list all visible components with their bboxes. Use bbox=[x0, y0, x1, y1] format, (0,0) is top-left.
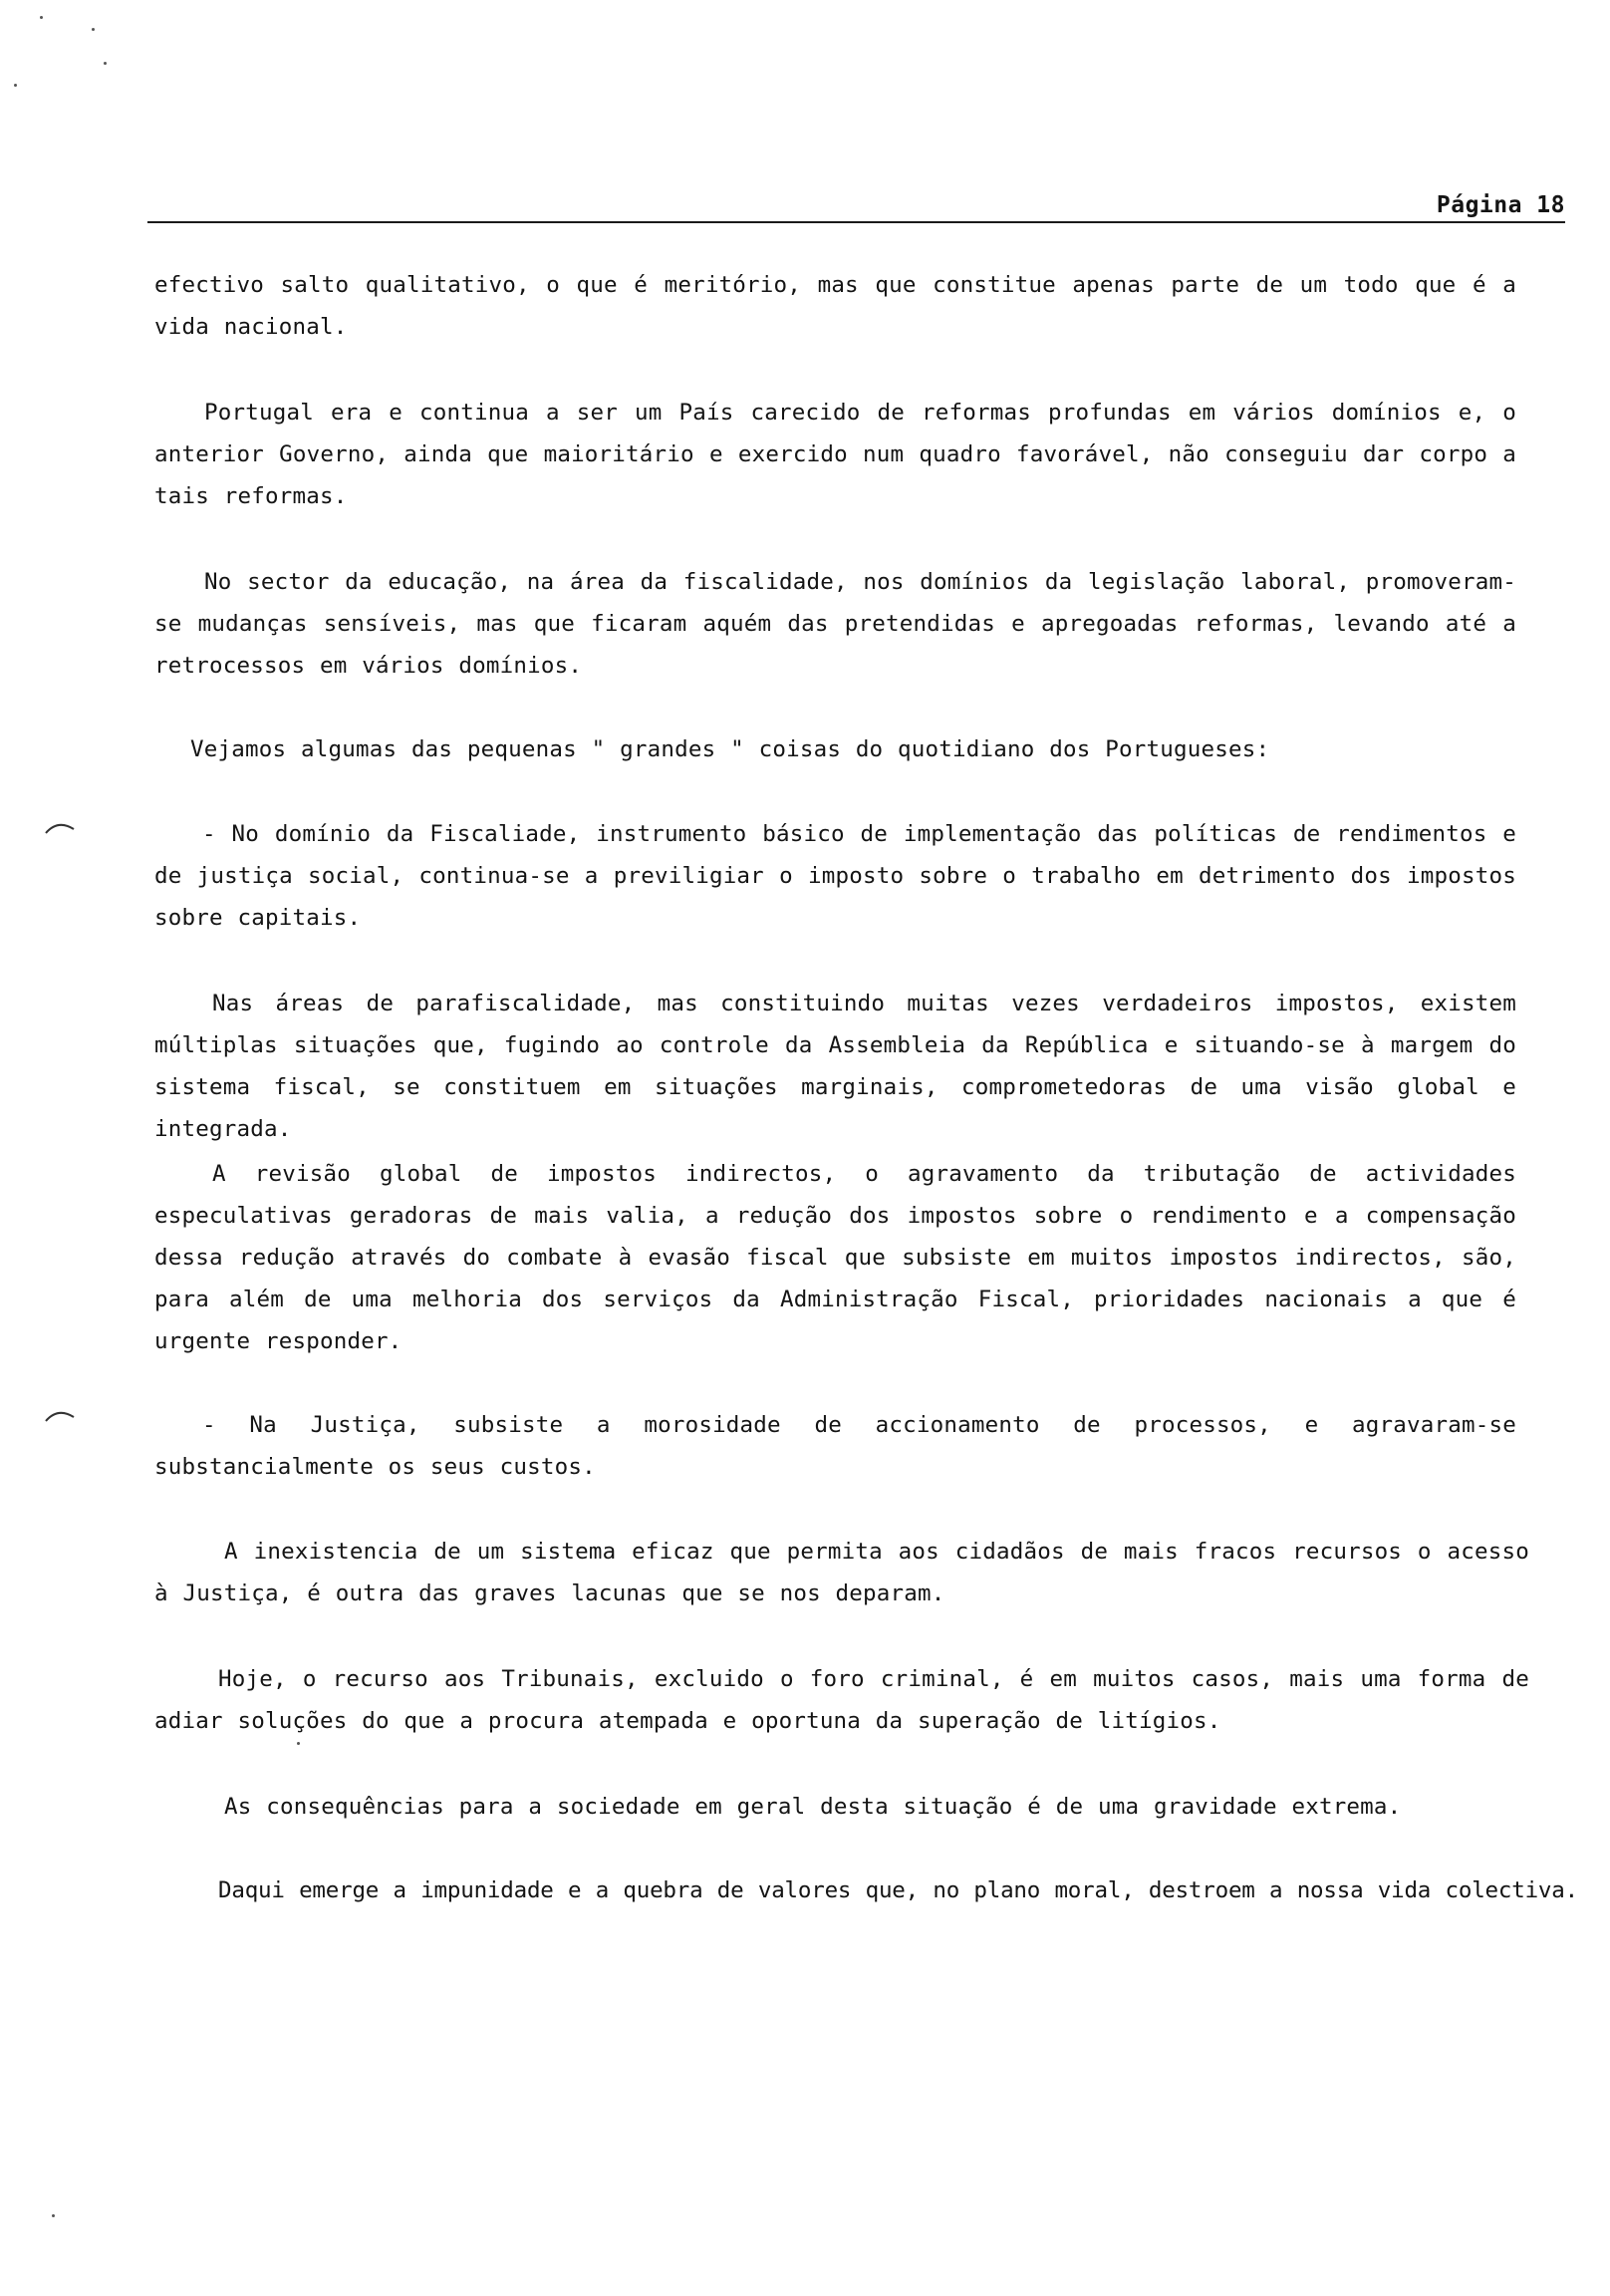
paragraph-11: As consequências para a sociedade em geral desta situação é de uma gravidade extrema. bbox=[224, 1794, 1402, 1820]
paragraph-1: efectivo salto qualitativo, o que é meritório, mas que constitue apenas parte de um todo que é a vida nacional. bbox=[154, 272, 1516, 340]
paragraph-9: A inexistencia de um sistema eficaz que permita aos cidadãos de mais fracos recursos o acesso à Justiça, é outra das graves lacunas que se nos deparam. bbox=[154, 1539, 1529, 1606]
paragraph-5: - No domínio da Fiscaliade, instrumento básico de implementação das políticas de rendimentos e de justiça social, continua-se a previligiar o imposto sobre o trabalho em detrimento dos impostos sobre capitais. bbox=[154, 821, 1516, 931]
paragraph-3: No sector da educação, na área da fiscalidade, nos domínios da legislação laboral, promoveram-se mudanças sensíveis, mas que ficaram aquém das pretendidas e apregoadas reformas, levando até a retrocessos em vários domínios. bbox=[154, 569, 1516, 679]
paragraph-2: Portugal era e continua a ser um País carecido de reformas profundas em vários domínios e, o anterior Governo, ainda que maioritário e exercido num quadro favorável, não conseguiu dar corpo a tais reformas. bbox=[154, 400, 1516, 509]
hole-punch-mark-top bbox=[40, 809, 80, 849]
paragraph-12: Daqui emerge a impunidade e a quebra de valores que, no plano moral, destroem a nossa vida colectiva. bbox=[218, 1877, 1578, 1903]
scan-speck bbox=[104, 62, 107, 65]
scan-speck bbox=[40, 16, 43, 19]
scan-speck bbox=[92, 28, 95, 31]
paragraph-8: - Na Justiça, subsiste a morosidade de accionamento de processos, e agravaram-se substancialmente os seus custos. bbox=[154, 1412, 1516, 1480]
paragraph-6: Nas áreas de parafiscalidade, mas constituindo muitas vezes verdadeiros impostos, existem múltiplas situações que, fugindo ao controle da Assembleia da República e situando-se à margem do sistema fiscal, se constituem em situações marginais, comprometedoras de uma visão global e integrada. bbox=[154, 991, 1516, 1142]
scan-speck bbox=[297, 1742, 300, 1745]
paragraph-7: A revisão global de impostos indirectos, o agravamento da tributação de actividades especulativas geradoras de mais valia, a redução dos impostos sobre o rendimento e a compensação dessa redução através do combate à evasão fiscal que subsiste em muitos impostos indirectos, são, para além de uma melhoria dos serviços da Administração Fiscal, prioridades nacionais a que é urgente responder. bbox=[154, 1161, 1516, 1354]
scan-speck bbox=[52, 2214, 55, 2217]
page-number: Página 18 bbox=[1436, 192, 1565, 218]
hole-punch-mark-bottom bbox=[40, 1397, 80, 1437]
header-rule bbox=[147, 221, 1565, 223]
paragraph-10: Hoje, o recurso aos Tribunais, excluido o foro criminal, é em muitos casos, mais uma forma de adiar soluções do que a procura atempada e oportuna da superação de litígios. bbox=[154, 1666, 1529, 1734]
paragraph-4: Vejamos algumas das pequenas " grandes " coisas do quotidiano dos Portugueses: bbox=[190, 736, 1270, 762]
scan-speck bbox=[14, 84, 17, 87]
